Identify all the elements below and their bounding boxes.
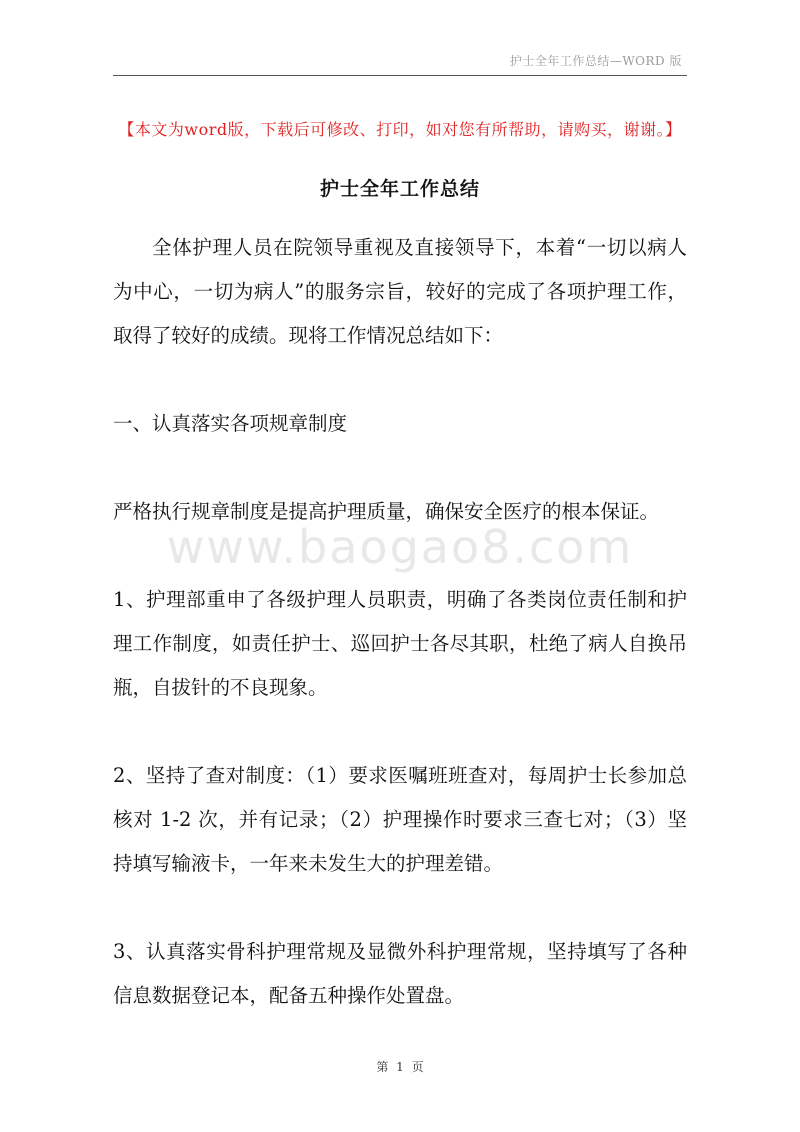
section-heading: 一、认真落实各项规章制度 [113,412,348,435]
document-title: 护士全年工作总结 [319,178,480,200]
page-number-prefix: 第 [376,1060,389,1074]
page-footer [0,1058,800,1075]
document-body [113,226,687,1018]
list-item: 3、认真落实骨科护理常规及显微外科护理常规，坚持填写了各种信息数据登记本，配备五种操作处置盘。 [113,940,687,1007]
list-item: 2、坚持了查对制度：（1）要求医嘱班班查对，每周护士长参加总核对 1-2 次，并有记录；（2）护理操作时要求三查七对；（3）坚持填写输液卡，一年来未发生大的护理差错。 [113,764,687,875]
page-header: 护士全年工作总结—WORD 版 [509,54,682,68]
page-number: 1 [396,1060,404,1074]
watermark: www.baogao8.com [166,520,634,574]
header-divider [113,75,687,76]
page-number-suffix: 页 [411,1060,424,1074]
paragraph: 严格执行规章制度是提高护理质量，确保安全医疗的根本保证。 [113,500,660,523]
notice-banner: 【本文为word版，下载后可修改、打印，如对您有所帮助，请购买，谢谢。】 [118,120,682,139]
intro-paragraph: 全体护理人员在院领导重视及直接领导下，本着“一切以病人为中心，一切为病人”的服务宗旨，较好的完成了各项护理工作，取得了较好的成绩。现将工作情况总结如下： [113,236,687,347]
list-item: 1、护理部重申了各级护理人员职责，明确了各类岗位责任制和护理工作制度，如责任护士、巡回护士各尽其职，杜绝了病人自换吊瓶，自拔针的不良现象。 [113,588,687,699]
